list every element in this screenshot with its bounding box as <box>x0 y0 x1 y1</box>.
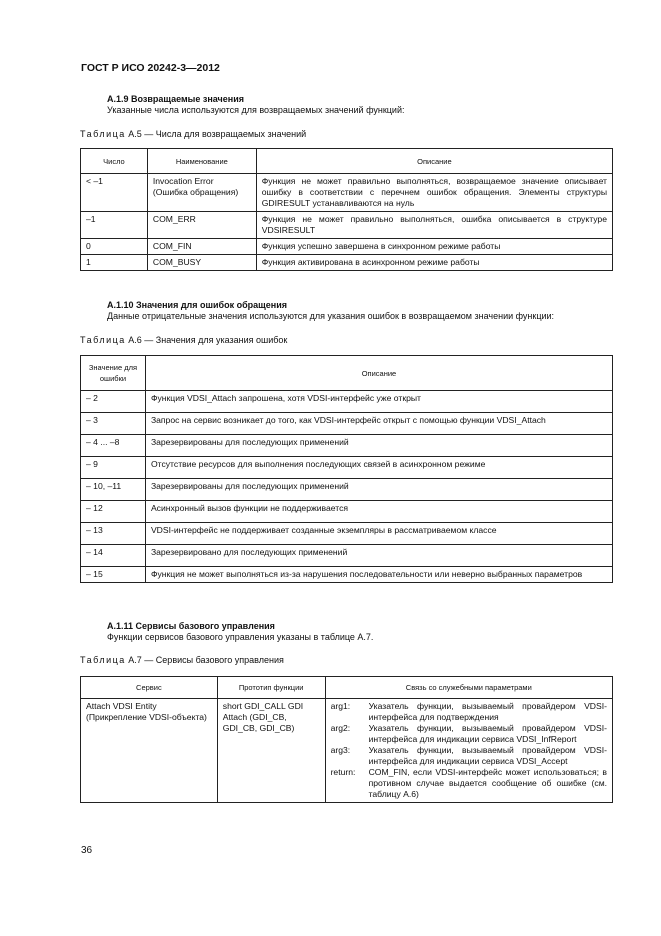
table-cell: 1 <box>81 255 148 271</box>
table-row <box>81 239 613 255</box>
column-header: Число <box>81 149 148 174</box>
param-key: arg2: <box>330 723 351 733</box>
table-cell: – 13 <box>81 523 146 545</box>
column-header: Связь со служебными параметрами <box>325 677 612 699</box>
param-key: arg1: <box>330 701 351 711</box>
column-header: Сервис <box>81 677 218 699</box>
table-cell: – 2 <box>81 391 146 413</box>
table-cell: Функция VDSI_Attach запрошена, хотя VDSI-интерфейс уже открыт <box>145 391 612 413</box>
table-cell: – 12 <box>81 501 146 523</box>
param-value: Указатель функции, вызываемый провайдером VDSI-интерфейса для индикации сервиса VDSI_InfReport <box>368 723 607 744</box>
table-row <box>81 391 613 413</box>
section-heading: А.1.11 Сервисы базового управления <box>107 621 275 631</box>
service-cell: Attach VDSI Entity (Прикрепление VDSI-объекта) <box>81 699 218 803</box>
prototype-cell: short GDI_CALL GDI Attach (GDI_CB, GDI_CB, GDI_CB) <box>217 699 325 803</box>
table-cell: Функция не может правильно выполняться, возвращаемое значение описывает ошибку в соответствии с перечнем ошибок обращения. Элементы структуры GDIRESULT устанавливаются на нуль <box>256 174 612 212</box>
caption-label: Таблица <box>80 335 126 345</box>
table-caption-a5 <box>80 129 306 139</box>
section-text: Данные отрицательные значения используются для указания ошибок в возвращаемом значении функции: <box>107 311 555 321</box>
param-value: Указатель функции, вызываемый провайдером VDSI-интерфейса для индикации сервиса VDSI_Accept <box>368 745 607 766</box>
table-row <box>81 545 613 567</box>
table-cell: – 15 <box>81 567 146 583</box>
table-cell: – 9 <box>81 457 146 479</box>
table-cell: Зарезервированы для последующих применений <box>145 435 612 457</box>
table-row <box>81 501 613 523</box>
table-caption-a6 <box>80 335 287 345</box>
table-row <box>81 255 613 271</box>
table-cell: – 3 <box>81 413 146 435</box>
param-line <box>331 767 607 800</box>
table-cell: Зарезервировано для последующих применений <box>145 545 612 567</box>
caption-text: А.5 — Числа для возвращаемых значений <box>125 129 307 139</box>
table-row <box>81 413 613 435</box>
table-cell: < –1 <box>81 174 148 212</box>
table-a6 <box>80 355 613 583</box>
table-cell: Функция не может выполняться из-за нарушения последовательности или неверно выбранных параметров <box>145 567 612 583</box>
section-a19 <box>107 94 405 116</box>
table-cell: – 10, –11 <box>81 479 146 501</box>
table-cell: COM_BUSY <box>147 255 256 271</box>
table-cell: Функция не может правильно выполняться, ошибка описывается в структуре VDSIRESULT <box>256 212 612 239</box>
column-header: Описание <box>256 149 612 174</box>
table-row <box>81 212 613 239</box>
param-value: COM_FIN, если VDSI-интерфейс может использоваться; в противном случае выдается сообщение об ошибке (см. таблицу А.6) <box>368 767 607 799</box>
table-row <box>81 435 613 457</box>
table-cell: 0 <box>81 239 148 255</box>
table-cell: Функция успешно завершена в синхронном режиме работы <box>256 239 612 255</box>
section-a111 <box>107 621 373 643</box>
table-cell: VDSI-интерфейс не поддерживает созданные экземпляры в рассматриваемом классе <box>145 523 612 545</box>
table-a7 <box>80 676 613 803</box>
table-cell: Зарезервированы для последующих применений <box>145 479 612 501</box>
table-a5 <box>80 148 613 271</box>
page-header: ГОСТ Р ИСО 20242-3—2012 <box>81 62 220 74</box>
table-row <box>81 174 613 212</box>
table-cell: – 4 ... –8 <box>81 435 146 457</box>
param-line <box>331 745 607 767</box>
table-cell: Асинхронный вызов функции не поддерживается <box>145 501 612 523</box>
param-line <box>331 723 607 745</box>
table-cell: COM_FIN <box>147 239 256 255</box>
table-cell: Функция активирована в асинхронном режиме работы <box>256 255 612 271</box>
table-cell: COM_ERR <box>147 212 256 239</box>
table-cell: Отсутствие ресурсов для выполнения последующих связей в асинхронном режиме <box>145 457 612 479</box>
column-header: Наименование <box>147 149 256 174</box>
column-header: Прототип функции <box>217 677 325 699</box>
column-header: Описание <box>145 356 612 391</box>
param-key: return: <box>330 767 356 777</box>
table-row <box>81 457 613 479</box>
caption-label: Таблица <box>80 129 126 139</box>
column-header: Значение для ошибки <box>81 356 146 391</box>
page-number: 36 <box>81 845 93 856</box>
table-row <box>81 523 613 545</box>
caption-text: А.6 — Значения для указания ошибок <box>125 335 288 345</box>
param-key: arg3: <box>330 745 351 755</box>
table-cell: Запрос на сервис возникает до того, как VDSI-интерфейс открыт с помощью функции VDSI_Attach <box>145 413 612 435</box>
table-row <box>81 567 613 583</box>
table-row <box>81 479 613 501</box>
section-heading: А.1.10 Значения для ошибок обращения <box>107 300 287 310</box>
table-cell: Invocation Error (Ошибка обращения) <box>147 174 256 212</box>
caption-label: Таблица <box>80 655 126 665</box>
table-cell: –1 <box>81 212 148 239</box>
section-text: Указанные числа используются для возвращаемых значений функций: <box>107 105 405 115</box>
table-row <box>81 699 613 803</box>
section-heading: А.1.9 Возвращаемые значения <box>107 94 244 104</box>
table-caption-a7 <box>80 655 284 665</box>
section-a110 <box>107 300 554 322</box>
table-cell: – 14 <box>81 545 146 567</box>
param-value: Указатель функции, вызываемый провайдером VDSI-интерфейса для подтверждения <box>368 701 607 722</box>
param-line <box>331 701 607 723</box>
params-cell <box>325 699 612 803</box>
caption-text: А.7 — Сервисы базового управления <box>125 655 284 665</box>
section-text: Функции сервисов базового управления указаны в таблице А.7. <box>107 632 374 642</box>
